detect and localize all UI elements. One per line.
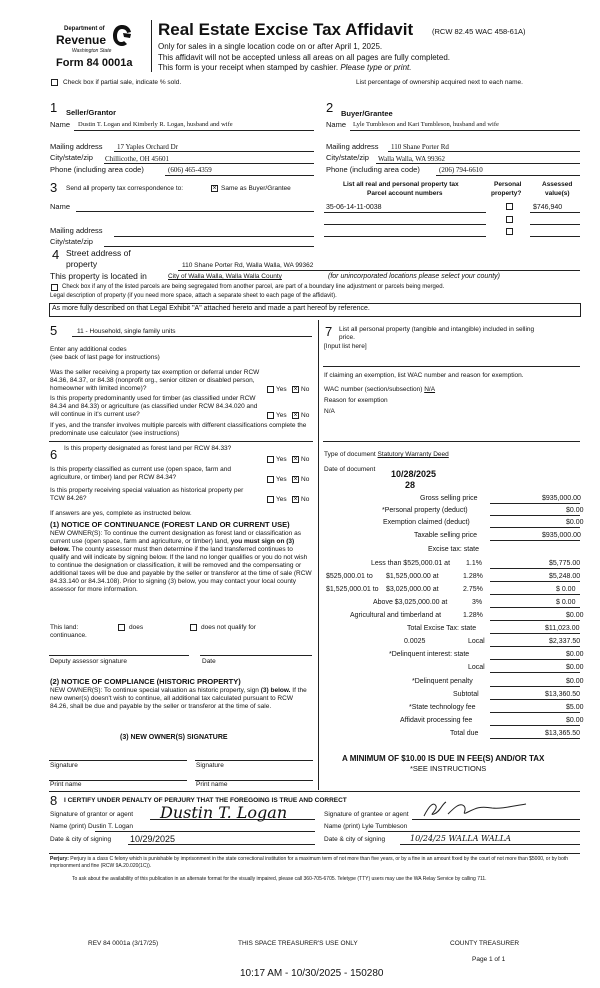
correspondence-city-line — [104, 246, 314, 247]
grantee-name-label: Name (print) Lyle Tumbleson — [324, 823, 408, 830]
total-state-value[interactable]: $11,023.00 — [545, 625, 580, 632]
seller-mailing-label: Mailing address — [50, 142, 103, 151]
affidavit-fee-label: Affidavit processing fee — [400, 717, 473, 724]
buyer-phone-label: Phone (including area code) — [326, 165, 420, 174]
q-historic-no-label: No — [301, 496, 310, 503]
does-not-qualify-checkbox[interactable] — [190, 624, 197, 631]
correspondence-mailing-line — [114, 236, 314, 237]
segregated-checkbox[interactable] — [51, 284, 58, 291]
reason-field[interactable]: N/A — [324, 408, 335, 415]
seller-city-label: City/state/zip — [50, 153, 93, 162]
grantee-signature-text[interactable] — [480, 824, 522, 830]
reason-label: Reason for exemption — [324, 397, 388, 404]
wac-field[interactable]: N/A — [424, 386, 436, 393]
owner-print-label-2: Print name — [196, 781, 228, 788]
correspondence-name-label: Name — [50, 202, 71, 211]
grantee-name-line — [368, 831, 580, 832]
section6-number: 6 — [50, 447, 58, 462]
tier3-line — [490, 594, 580, 595]
tier4-line — [490, 607, 580, 608]
q-exemption-yes-label: Yes — [276, 386, 287, 393]
q-timber-no-checkbox[interactable]: × — [293, 412, 298, 419]
center-divider — [318, 320, 319, 790]
grantee-name[interactable]: Lyle Tumbleson — [361, 823, 408, 830]
tier2-label: $1,525,000.00 at — [386, 573, 439, 580]
parcels-heading2: Parcel account numbers — [367, 190, 443, 197]
taxable-value[interactable]: $935,000.00 — [542, 532, 581, 539]
tier1-rate: 1.1% — [466, 560, 482, 567]
correspondence-name-line — [76, 211, 314, 212]
grantee-signature-label: Signature of grantee or agent — [324, 811, 409, 818]
personal-deduct-line — [490, 515, 580, 516]
form-rcw: (RCW 82.45 WAC 458-61A) — [432, 27, 526, 36]
predominate-note: If yes, and the transfer involves multiple parcels with different classifications complete the predominate use calculator (see instructions) — [50, 422, 307, 437]
q-current-use-no-checkbox[interactable]: × — [293, 476, 298, 483]
property-section-number: 4 — [52, 247, 60, 262]
correspondence-city-label: City/state/zip — [50, 237, 93, 246]
assessed-heading2: value(s) — [545, 190, 570, 197]
seller-name-field[interactable]: Dustin T. Logan and Kimberly R. Logan, husband and wife — [78, 121, 233, 128]
gross-label: Gross selling price — [420, 495, 478, 502]
street-label1: Street address of — [66, 248, 131, 258]
owner-sig-line-1 — [49, 760, 187, 761]
buyer-mailing-label: Mailing address — [326, 142, 379, 151]
notice1-title: (1) NOTICE OF CONTINUANCE (FOREST LAND OR CURRENT USE) — [50, 520, 290, 529]
document-date-overwrite: 28 — [405, 480, 416, 490]
this-land-label: This land: — [50, 624, 79, 631]
personal-checkbox-3[interactable] — [506, 228, 513, 235]
street-line — [178, 270, 580, 271]
grantee-date-label: Date & city of signing — [324, 836, 386, 843]
reason-line — [323, 441, 580, 442]
grantor-date-line — [128, 844, 315, 845]
deputy-date-line — [200, 655, 312, 656]
alternate-format-notice: To ask about the availability of this publication in an alternate format for the visually impaired, please call 360-705-6705. Teletype (TTY) users may use the WA Relay Service by calling 711. — [72, 876, 487, 882]
personal-checkbox-2[interactable] — [506, 216, 513, 223]
continuance-label: continuance. — [50, 632, 87, 639]
seller-phone-field[interactable]: (606) 465-4359 — [168, 166, 212, 174]
grantee-signature-line — [412, 819, 580, 820]
claiming-label: If claiming an exemption, list WAC number and reason for exemption. — [324, 372, 524, 379]
tier4-label: Above $3,025,000.00 at — [373, 599, 448, 606]
notice2-title: (2) NOTICE OF COMPLIANCE (HISTORIC PROPERTY) — [50, 677, 241, 686]
owner-signature-label-2: Signature — [196, 762, 224, 769]
buyer-city-field[interactable]: Walla Walla, WA 99362 — [378, 155, 446, 163]
correspondence-section-number: 3 — [50, 180, 58, 195]
q-exemption-no-checkbox[interactable]: × — [293, 386, 298, 393]
personal-property-line — [323, 366, 580, 367]
partial-sale-label: Check box if partial sale, indicate % sold. — [63, 79, 182, 86]
seller-phone-label: Phone (including area code) — [50, 165, 144, 174]
tier3-value[interactable]: $ 0.00 — [556, 586, 576, 593]
seller-city-line — [104, 163, 314, 164]
grantor-signature[interactable]: Dustin T. Logan — [160, 803, 288, 822]
parcel-line-1 — [324, 212, 486, 213]
total-state-line — [490, 633, 580, 634]
personal-deduct-value[interactable]: $0.00 — [566, 507, 584, 514]
tech-fee-value[interactable]: $5.00 — [566, 704, 584, 711]
delinquent-state-value[interactable]: $0.00 — [566, 651, 584, 658]
grantor-name-line — [95, 831, 315, 832]
personal-property-label1: List all personal property (tangible and intangible) included in selling — [339, 326, 535, 333]
total-due-line — [490, 738, 580, 739]
document-date-label: Date of document — [324, 466, 376, 473]
q-timber: Is this property predominantly used for timber (as classified under RCW 84.34 and 84.33) or agriculture (as classified under RCW 84.34.020 and will continue in it's current use? — [50, 395, 258, 418]
buyer-mailing-line — [388, 151, 580, 152]
notice1-text: NEW OWNER(S): To continue the current designation as forest land or classification as current use (open space, farm and agriculture, or timber) land, you must sign on (3) below. The county assessor must then determine if the land transferred continues to qualify and will indicate by signing below. If the land no longer qualifies or you do not wish to continue the designation or classification, it will be removed and the compensating or additional taxes will be due and payable by the seller or transferor at the time of sale (RCW 84.33.140 or 84.34.108). Prior to signing (3) below, you may contact your local county assessor for more information. — [50, 530, 312, 593]
q-historic-yes-label: Yes — [276, 496, 287, 503]
header-line2: This affidavit will not be accepted unless all areas on all pages are fully completed. — [158, 53, 451, 62]
buyer-city-line — [376, 163, 580, 164]
document-type-field[interactable]: Statutory Warranty Deed — [377, 451, 449, 458]
seller-section-number: 1 — [50, 100, 58, 115]
land-use-code[interactable]: 11 - Household, single family units — [77, 328, 176, 335]
local-line — [490, 646, 580, 647]
tier3-label: $3,025,000.00 at — [386, 586, 439, 593]
does-qualify-checkbox[interactable] — [118, 624, 125, 631]
section7-number: 7 — [325, 324, 333, 339]
grantor-date-label: Date & city of signing — [50, 836, 112, 843]
personal-property-input[interactable]: [Input list here] — [324, 343, 367, 350]
tech-fee-line — [490, 712, 580, 713]
treasurer-use-label: THIS SPACE TREASURER'S USE ONLY — [238, 940, 358, 947]
buyer-phone-field[interactable]: (206) 794-6610 — [439, 166, 483, 174]
q-exemption-yes-checkbox[interactable] — [267, 386, 274, 393]
tier5-line — [490, 620, 580, 621]
revision-label: REV 84 0001a (3/17/25) — [88, 940, 159, 947]
partial-sale-checkbox[interactable] — [51, 79, 58, 86]
section8-top-line — [49, 791, 580, 792]
delinquent-penalty-line — [490, 686, 580, 687]
document-date-field[interactable]: 10/28/2025 — [391, 469, 437, 479]
delinquent-local-line — [490, 672, 580, 673]
subtotal-line — [490, 699, 580, 700]
form-title: Real Estate Excise Tax Affidavit — [158, 20, 414, 39]
logo-dept-line2: Revenue — [56, 33, 107, 47]
land-use-line — [72, 336, 312, 337]
personal-heading2: property? — [491, 190, 522, 197]
q-historic-no-checkbox[interactable]: × — [293, 496, 298, 503]
tier1-value[interactable]: $5,775.00 — [549, 560, 581, 567]
assessed-line-2 — [530, 224, 580, 225]
q-forest-no-label: No — [301, 456, 310, 463]
logo-dept-line3: Washington State — [72, 48, 112, 54]
county-treasurer-label: COUNTY TREASURER — [450, 940, 520, 947]
deputy-date-label: Date — [202, 658, 216, 665]
q-timber-yes-label: Yes — [276, 412, 287, 419]
owner-signature-label-1: Signature — [50, 762, 78, 769]
buyer-name-line — [350, 130, 580, 131]
subtotal-value[interactable]: $13,360.50 — [545, 691, 581, 698]
perjury-notice: Perjury: Perjury is a class C felony which is punishable by imprisonment in the state correctional institution for a maximum term of not more than five years, or by a fine in an amount fixed by the court of not more than $5000, or by both imprisonment and fine (RCW 9A.20.020(1C)). — [50, 856, 569, 869]
exemption-value[interactable]: $0.00 — [566, 519, 584, 526]
tier5-label: Agricultural and timberland at — [350, 612, 442, 619]
tier2-rate: 1.28% — [463, 573, 483, 580]
subtotal-label: Subtotal — [453, 691, 479, 698]
delinquent-penalty-label: *Delinquent penalty — [412, 678, 473, 685]
section5-number: 5 — [50, 323, 58, 338]
grantor-signature-label: Signature of grantor or agent — [50, 811, 134, 818]
delinquent-local-label: Local — [468, 664, 485, 671]
tier4-value[interactable]: $ 0.00 — [556, 599, 576, 606]
buyer-heading: Buyer/Grantee — [341, 109, 393, 118]
ownership-note: List percentage of ownership acquired next to each name. — [356, 79, 523, 86]
buyer-city-label: City/state/zip — [326, 153, 369, 162]
header-line3: This form is your receipt when stamped by cashier. Please type or print. — [158, 63, 412, 72]
assessed-value-1[interactable]: $746,940 — [533, 204, 563, 211]
gross-line — [490, 503, 580, 504]
taxable-label: Taxable selling price — [414, 532, 478, 539]
new-owner-signature-title: (3) NEW OWNER(S) SIGNATURE — [120, 734, 228, 741]
buyer-phone-line — [436, 175, 580, 176]
tier1-line — [490, 568, 580, 569]
local-value[interactable]: $2,337.50 — [549, 638, 581, 645]
tier3-rate: 2.75% — [463, 586, 483, 593]
q-historic-yes-checkbox[interactable] — [267, 496, 274, 503]
q-forest-yes-checkbox[interactable] — [267, 456, 274, 463]
located-label: This property is located in — [50, 271, 147, 281]
page-number: Page 1 of 1 — [472, 956, 506, 963]
section5-bottom-line — [49, 441, 313, 442]
local-label: Local — [468, 638, 485, 645]
header-line1: Only for sales in a single location code on or after April 1, 2025. — [158, 42, 383, 51]
street-label2: property — [66, 259, 98, 269]
seller-heading: Seller/Grantor — [66, 108, 117, 117]
seller-mailing-line — [114, 151, 314, 152]
additional-codes-label2: (see back of last page for instructions) — [50, 354, 160, 361]
seller-mailing-field[interactable]: 17 Yaples Orchard Dr — [117, 143, 179, 151]
answers-note: If answers are yes, complete as instructed below. — [50, 510, 192, 517]
deputy-signature-label: Deputy assessor signature — [50, 658, 127, 665]
assessed-line-1 — [530, 212, 580, 213]
does-not-qualify-label: does not qualify for — [201, 624, 256, 631]
taxable-line — [490, 540, 580, 541]
parcel-number-1[interactable]: 35-06-14-11-0038 — [326, 204, 382, 211]
certify-statement: I CERTIFY UNDER PENALTY OF PERJURY THAT THE FOREGOING IS TRUE AND CORRECT — [64, 797, 347, 804]
deputy-signature-line — [49, 655, 189, 656]
exemption-label: Exemption claimed (deduct) — [383, 519, 470, 526]
personal-heading1: Personal — [494, 181, 522, 188]
delinquent-state-line — [490, 659, 580, 660]
grantor-date[interactable]: 10/29/2025 — [130, 834, 176, 844]
parcel-line-3 — [324, 236, 486, 237]
delinquent-state-label: *Delinquent interest: state — [389, 651, 470, 658]
tier2-lead: $525,000.01 to — [326, 573, 373, 580]
grantor-signature-line — [150, 819, 315, 820]
header-divider — [151, 20, 152, 72]
q-forest-yes-label: Yes — [276, 456, 287, 463]
located-field[interactable]: City of Walla Walla, Walla Walla County — [168, 273, 282, 280]
q-exemption: Was the seller receiving a property tax exemption or deferral under RCW 84.36, 84.37, or 84.38 (nonprofit org., senior citizen or disabled person, homeowner with limited income)? — [50, 369, 260, 392]
minimum-due-note: A MINIMUM OF $10.00 IS DUE IN FEE(S) AND/OR TAX — [342, 754, 545, 763]
section8-number: 8 — [50, 793, 58, 808]
tier2-line — [490, 581, 580, 582]
grantee-date-line — [400, 844, 580, 845]
delinquent-penalty-value[interactable]: $0.00 — [566, 678, 584, 685]
tech-fee-label: *State technology fee — [409, 704, 476, 711]
owner-sig-line-2 — [195, 760, 313, 761]
seller-name-line — [74, 130, 314, 131]
excise-state-label: Excise tax: state — [428, 546, 479, 553]
local-rate: 0.0025 — [404, 638, 426, 645]
assessed-line-3 — [530, 236, 580, 237]
total-state-label: Total Excise Tax: state — [407, 625, 477, 632]
buyer-section-number: 2 — [326, 100, 334, 115]
personal-deduct-label: *Personal property (deduct) — [382, 507, 468, 514]
logo-dept-line1: Department of — [64, 26, 105, 32]
total-due-label: Total due — [450, 730, 479, 737]
notice2-text: NEW OWNER(S): To continue special valuation as historic property, sign (3) below. If the new owner(s) doesn't wish to continue, all additional tax calculated pursuant to RCW 84.26, shall be due and payable by the seller or transferor at the time of sale. — [50, 687, 307, 710]
receipt-stamp: 10:17 AM - 10/30/2025 - 150280 — [240, 968, 384, 979]
tier1-label: Less than $525,000.01 at — [371, 560, 451, 567]
q-exemption-no-label: No — [301, 386, 310, 393]
grantee-date[interactable]: 10/24/25 WALLA WALLA — [410, 834, 512, 843]
form-id: Form 84 0001a — [56, 57, 133, 69]
wac-label: WAC number (section/subsection) N/A — [324, 386, 436, 393]
correspondence-label: Send all property tax correspondence to: — [66, 185, 184, 192]
q-forest: Is this property designated as forest land per RCW 84.33? — [64, 445, 232, 452]
legal-box[interactable] — [49, 303, 581, 317]
personal-checkbox-1[interactable] — [506, 203, 513, 210]
parcel-line-2 — [324, 224, 486, 225]
grantee-signature-scribble-icon — [420, 798, 530, 820]
tier2-value[interactable]: $5,248.00 — [549, 573, 581, 580]
affidavit-fee-value[interactable]: $0.00 — [566, 717, 584, 724]
dor-emblem-icon — [112, 24, 132, 48]
tier3-lead: $1,525,000.01 to — [326, 586, 379, 593]
located-note: (for unincorporated locations please select your county) — [328, 273, 500, 280]
owner-print-label-1: Print name — [50, 781, 82, 788]
q-current-use: Is this property classified as current use (open space, farm and agriculture, or timber) land per RCW 84.34? — [50, 466, 232, 481]
q-current-use-yes-checkbox[interactable] — [267, 476, 274, 483]
exemption-line — [490, 527, 580, 528]
delinquent-local-value[interactable]: $0.00 — [566, 664, 584, 671]
does-qualify-label: does — [129, 624, 144, 631]
affidavit-fee-line — [490, 725, 580, 726]
legal-description: As more fully described on that Legal Exhibit "A" attached hereto and made a part hereof by reference. — [52, 305, 370, 312]
seller-city-field[interactable]: Chillicothe, OH 45601 — [105, 155, 169, 163]
tier5-value[interactable]: $0.00 — [566, 612, 584, 619]
same-as-buyer-label: Same as Buyer/Grantee — [221, 185, 291, 192]
additional-codes-label1: Enter any additional codes — [50, 346, 127, 353]
street-address-field[interactable]: 110 Shane Porter Rd, Walla Walla, WA 99362 — [182, 262, 314, 269]
q-timber-yes-checkbox[interactable] — [267, 412, 274, 419]
same-as-buyer-checkbox[interactable]: × — [212, 185, 217, 192]
q-historic: Is this property receiving special valuation as historical property per TCW 84.26? — [50, 487, 244, 502]
total-due-value[interactable]: $13,365.50 — [545, 730, 581, 737]
seller-phone-line — [165, 175, 314, 176]
footer-top-line — [49, 853, 580, 854]
q-current-use-no-label: No — [301, 476, 310, 483]
grantor-name[interactable]: Dustin T. Logan — [87, 823, 133, 830]
parcels-heading1: List all real and personal property tax — [343, 181, 459, 188]
gross-value[interactable]: $935,000.00 — [542, 495, 581, 502]
q-timber-no-label: No — [301, 412, 310, 419]
segregated-label: Check box if any of the listed parcels are being segregated from another parcel, are part of a boundary line adjustment or parcels being merged. — [62, 284, 445, 290]
tier5-rate: 1.28% — [463, 612, 483, 619]
buyer-name-label: Name — [326, 120, 347, 129]
legal-label: Legal description of property (if you need more space, attach a separate sheet to each page of the affidavit). — [50, 293, 337, 299]
see-instructions-note: *SEE INSTRUCTIONS — [410, 764, 487, 773]
personal-property-label2: price. — [339, 334, 355, 341]
correspondence-mailing-label: Mailing address — [50, 226, 103, 235]
seller-name-label: Name — [50, 120, 71, 129]
document-type-label: Type of document Statutory Warranty Deed — [324, 451, 449, 458]
q-forest-no-checkbox[interactable]: × — [293, 456, 298, 463]
grantor-name-label: Name (print) Dustin T. Logan — [50, 823, 133, 830]
q-current-use-yes-label: Yes — [276, 476, 287, 483]
assessed-heading1: Assessed — [542, 181, 573, 188]
buyer-name-field[interactable]: Lyle Tumbleson and Kari Tumbleson, husband and wife — [353, 121, 499, 128]
tier4-rate: 3% — [472, 599, 483, 606]
buyer-mailing-field[interactable]: 110 Shane Porter Rd — [391, 143, 449, 151]
